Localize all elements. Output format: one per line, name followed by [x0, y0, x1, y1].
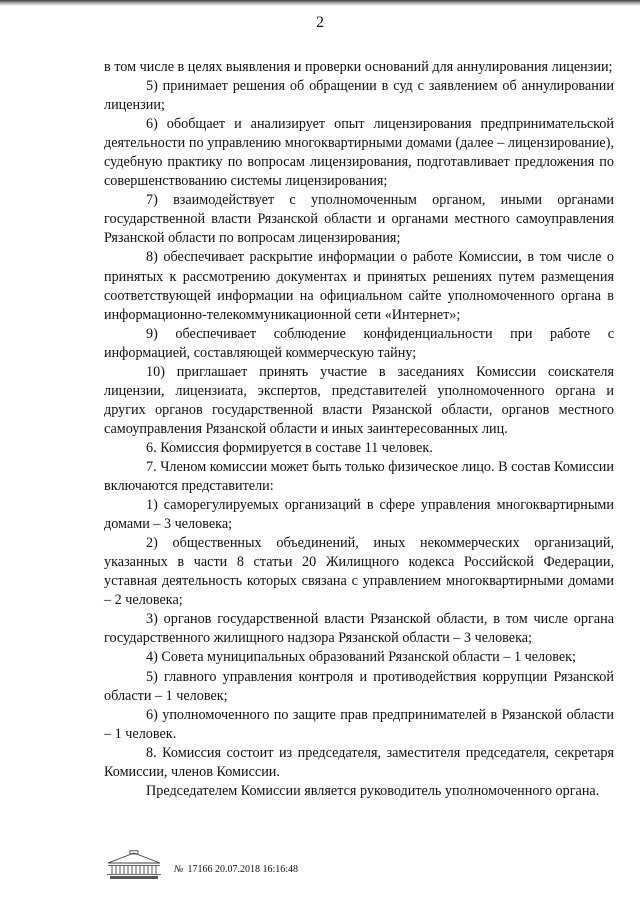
- number-sign: №: [174, 864, 184, 875]
- registration-number-datetime: 17166 20.07.2018 16:16:48: [187, 864, 298, 875]
- list-item: 4) Совета муниципальных образований Рязанской области – 1 человек;: [146, 649, 576, 666]
- list-item: 1) саморегулируемых организаций в сфере управления многоквартирными домами – 3 человека;: [104, 497, 614, 533]
- paragraph: в том числе в целях выявления и проверки оснований для аннулирования лицензии;: [104, 59, 613, 75]
- list-item: 9) обеспечивает соблюдение конфиденциальности при работе с информацией, составляющей коммерческую тайну;: [104, 325, 614, 361]
- paragraph: 7. Членом комиссии может быть только физическое лицо. В состав Комиссии включаются представители:: [104, 458, 614, 495]
- list-item: 3) органов государственной власти Рязанской области, в том числе органа государственного жилищного надзора Рязанской области – 3 человека;: [104, 611, 614, 647]
- list-item: 5) главного управления контроля и противодействия коррупции Рязанской области – 1 человек;: [104, 668, 614, 704]
- page-number: 2: [316, 14, 324, 31]
- list-item: 2) общественных объединений, иных некоммерческих организаций, указанных в части 8 статьи 20 Жилищного кодекса Российской Федерации, уставная деятельность которых связана с управлением многоквартирными домами – 2 человека;: [104, 535, 614, 609]
- scan-edge: [0, 0, 640, 6]
- list-item: 6) уполномоченного по защите прав предпринимателей в Рязанской области – 1 человек.: [104, 706, 614, 742]
- paragraph: Председателем Комиссии является руководитель уполномоченного органа.: [146, 782, 600, 799]
- list-item: 6) обобщает и анализирует опыт лицензирования предпринимательской деятельности по управлению многоквартирными домами (далее – лицензирование), судебную практику по вопросам лицензирования, подготавливает предложения по совершенствованию системы лицензирования;: [104, 116, 614, 190]
- paragraph: 6. Комиссия формируется в составе 11 человек.: [146, 439, 433, 456]
- list-item: 7) взаимодействует с уполномоченным органом, иными органами государственной власти Рязанской области и органами местного самоуправления Рязанской области по вопросам лицензирования;: [104, 192, 614, 247]
- list-item: 5) принимает решения об обращении в суд с заявлением об аннулировании лицензии;: [104, 78, 614, 114]
- document-body: [104, 58, 614, 801]
- list-item: 10) приглашает принять участие в заседаниях Комиссии соискателя лицензии, лицензиата, экспертов, представителей уполномоченного органа и других органов государственной власти Рязанской области, органов местного самоуправления Рязанской области и иных заинтересованных лиц.: [104, 363, 614, 437]
- registration-stamp: [174, 864, 298, 875]
- list-item: 8) обеспечивает раскрытие информации о работе Комиссии, в том числе о принятых к рассмотрению документах и принятых решениях путем размещения соответствующей информации на официальном сайте уполномоченного органа в информационно-телекоммуникационной сети «Интернет»;: [104, 249, 614, 323]
- paragraph: 8. Комиссия состоит из председателя, заместителя председателя, секретаря Комиссии, членов Комиссии.: [104, 744, 614, 780]
- government-building-stamp-icon: [106, 850, 162, 880]
- registration-footer: [106, 845, 366, 885]
